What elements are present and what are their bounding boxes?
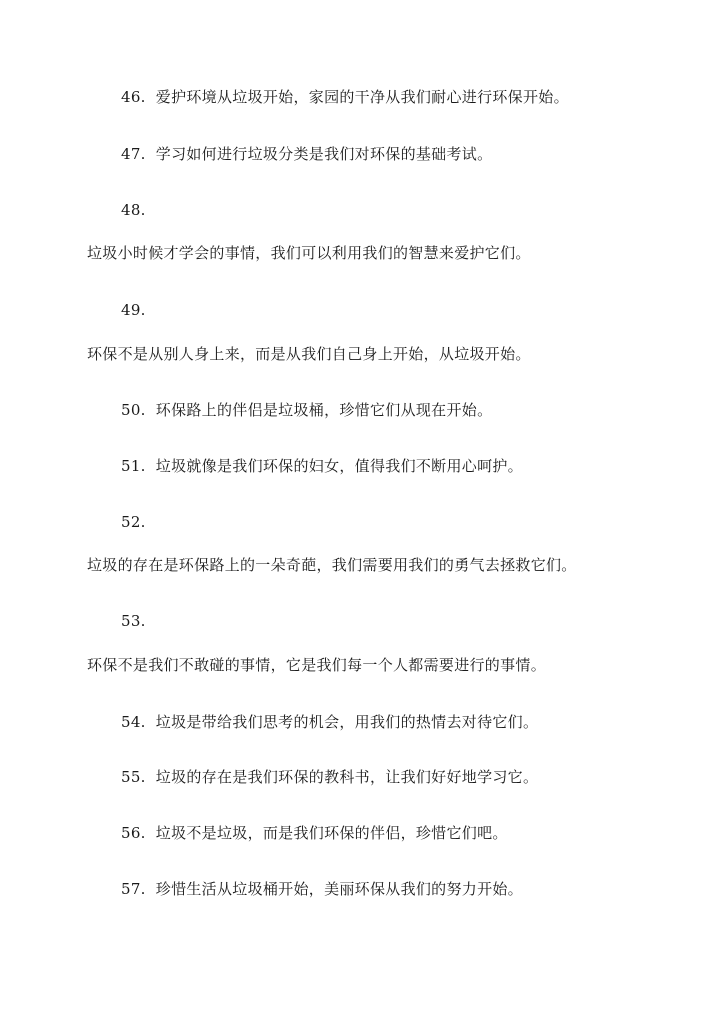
list-item-49-number <box>121 300 146 320</box>
list-item-50 <box>121 400 492 420</box>
list-item-48-text <box>87 243 531 263</box>
item-number: 52. <box>121 513 146 531</box>
list-item-56 <box>121 823 508 843</box>
item-text: 垃圾就像是我们环保的妇女，值得我们不断用心呵护。 <box>155 457 523 475</box>
item-number: 48. <box>121 201 146 219</box>
item-text: 垃圾小时候才学会的事情，我们可以利用我们的智慧来爱护它们。 <box>87 244 531 262</box>
item-text: 垃圾不是垃圾，而是我们环保的伴侣，珍惜它们吧。 <box>155 824 508 842</box>
list-item-49-text <box>87 344 531 364</box>
item-number: 49. <box>121 301 146 319</box>
list-item-53-number <box>121 611 146 631</box>
item-text: 学习如何进行垃圾分类是我们对环保的基础考试。 <box>155 145 493 163</box>
list-item-57 <box>121 879 523 899</box>
item-number: 56. <box>121 824 146 842</box>
item-number: 53. <box>121 612 146 630</box>
list-item-51 <box>121 456 523 476</box>
item-text: 珍惜生活从垃圾桶开始，美丽环保从我们的努力开始。 <box>155 880 523 898</box>
item-number: 54. <box>121 713 146 731</box>
item-text: 环保不是我们不敢碰的事情，它是我们每一个人都需要进行的事情。 <box>87 656 547 674</box>
item-number: 51. <box>121 457 146 475</box>
list-item-46 <box>121 87 569 107</box>
item-number: 57. <box>121 880 146 898</box>
item-number: 47. <box>121 145 146 163</box>
item-text: 垃圾的存在是环保路上的一朵奇葩，我们需要用我们的勇气去拯救它们。 <box>87 556 577 574</box>
list-item-55 <box>121 767 538 787</box>
list-item-52-text <box>87 555 577 575</box>
list-item-52-number <box>121 512 146 532</box>
item-text: 爱护环境从垃圾开始，家园的干净从我们耐心进行环保开始。 <box>155 88 569 106</box>
item-text: 环保不是从别人身上来，而是从我们自己身上开始，从垃圾开始。 <box>87 345 531 363</box>
item-text: 环保路上的伴侣是垃圾桶，珍惜它们从现在开始。 <box>155 401 493 419</box>
list-item-47 <box>121 144 492 164</box>
list-item-48-number <box>121 200 146 220</box>
item-number: 50. <box>121 401 146 419</box>
list-item-54 <box>121 712 538 732</box>
item-text: 垃圾是带给我们思考的机会，用我们的热情去对待它们。 <box>155 713 539 731</box>
item-number: 46. <box>121 88 146 106</box>
item-text: 垃圾的存在是我们环保的教科书，让我们好好地学习它。 <box>155 768 539 786</box>
item-number: 55. <box>121 768 146 786</box>
list-item-53-text <box>87 655 546 675</box>
